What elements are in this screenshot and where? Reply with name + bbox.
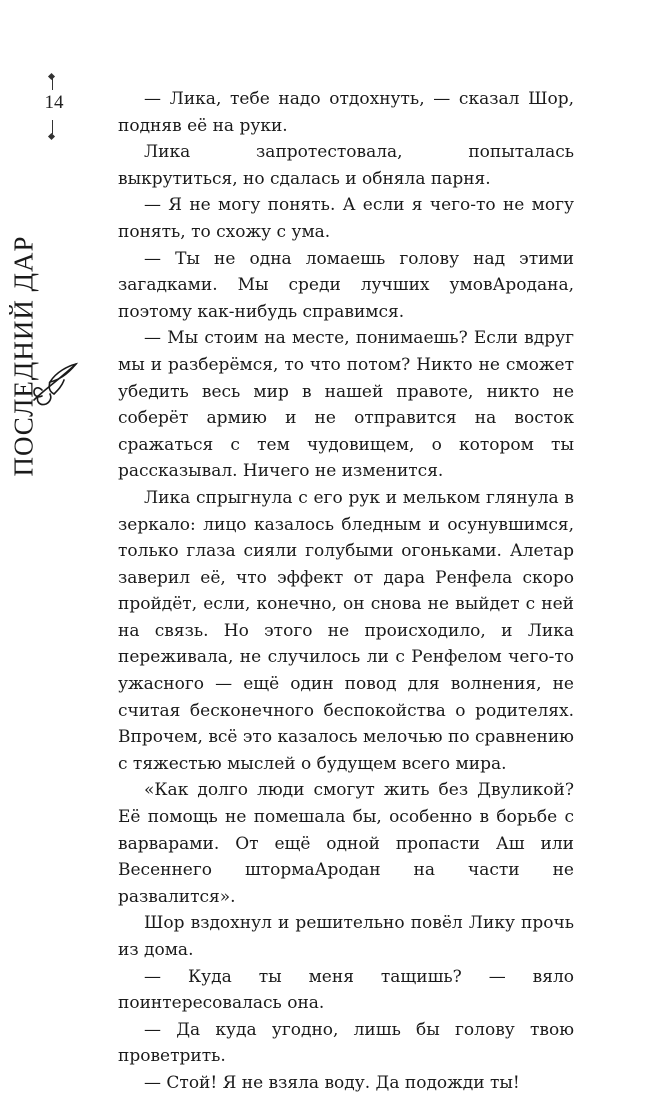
- header-rule-top: [52, 78, 53, 90]
- paragraph: — Куда ты меня тащишь? — вяло поинтересовалась она.: [118, 966, 574, 1014]
- paragraph: — Да куда угодно, лишь бы голову твою проветрить.: [118, 1019, 574, 1067]
- paragraph: Шор вздохнул и решительно повёл Лику прочь из дома.: [118, 913, 574, 960]
- header-diamond-top: [48, 73, 55, 80]
- header-rule-mid: [52, 120, 53, 134]
- paragraph: — Лика, тебе надо отдохнуть, — сказал Шор, подняв её на руки.: [118, 89, 574, 136]
- paragraph: Лика спрыгнула с его рук и мельком глянула в зеркало: лицо казалось бледным и осунувшимся, только глаза сияли голубыми огоньками. Алетар заверил её, что эффект от дара Ренфела скоро пройдёт, если, конечно, он снова не выйдет с ней на связь. Но этого не происходило, и Лика переживала, не случилось ли с Ренфелом чего-то ужасного — ещё один повод для волнения, не считая бесконечного беспокойства о родителях. Впрочем, всё это казалось мелочью по сравнению с тяжестью мыслей о будущем всего мира.: [118, 487, 574, 774]
- paragraph: — Ты не одна ломаешь голову над этими загадками. Мы среди лучших умовАродана, поэтому как-нибудь справимся.: [118, 248, 574, 322]
- book-title: ПОСЛЕДНИЙ ДАР: [8, 235, 39, 477]
- page-number: 14: [44, 92, 64, 113]
- paragraph: «Как долго люди смогут жить без Двуликой? Её помощь не помешала бы, особенно в борьбе с варварами. От ещё одной пропасти Аш или Весеннего штормаАродан на части не развалится».: [118, 780, 574, 907]
- paragraph: — Мы стоим на месте, понимаешь? Если вдруг мы и разберёмся, то что потом? Никто не сможет убедить весь мир в нашей правоте, никто не соберёт армию и не отправится на восток сражаться с тем чудовищем, о котором ты рассказывал. Ничего не изменится.: [118, 328, 574, 482]
- paragraph: Лика запротестовала, попыталась выкрутиться, но сдалась и обняла парня.: [118, 142, 574, 189]
- body-text: [118, 86, 574, 1097]
- paragraph: — Стой! Я не взяла воду. Да подожди ты!: [144, 1072, 520, 1093]
- paragraph: — Я не могу понять. А если я чего-то не могу понять, то схожу с ума.: [118, 195, 574, 242]
- header-diamond-mid: [48, 133, 55, 140]
- feather-icon: [28, 356, 84, 408]
